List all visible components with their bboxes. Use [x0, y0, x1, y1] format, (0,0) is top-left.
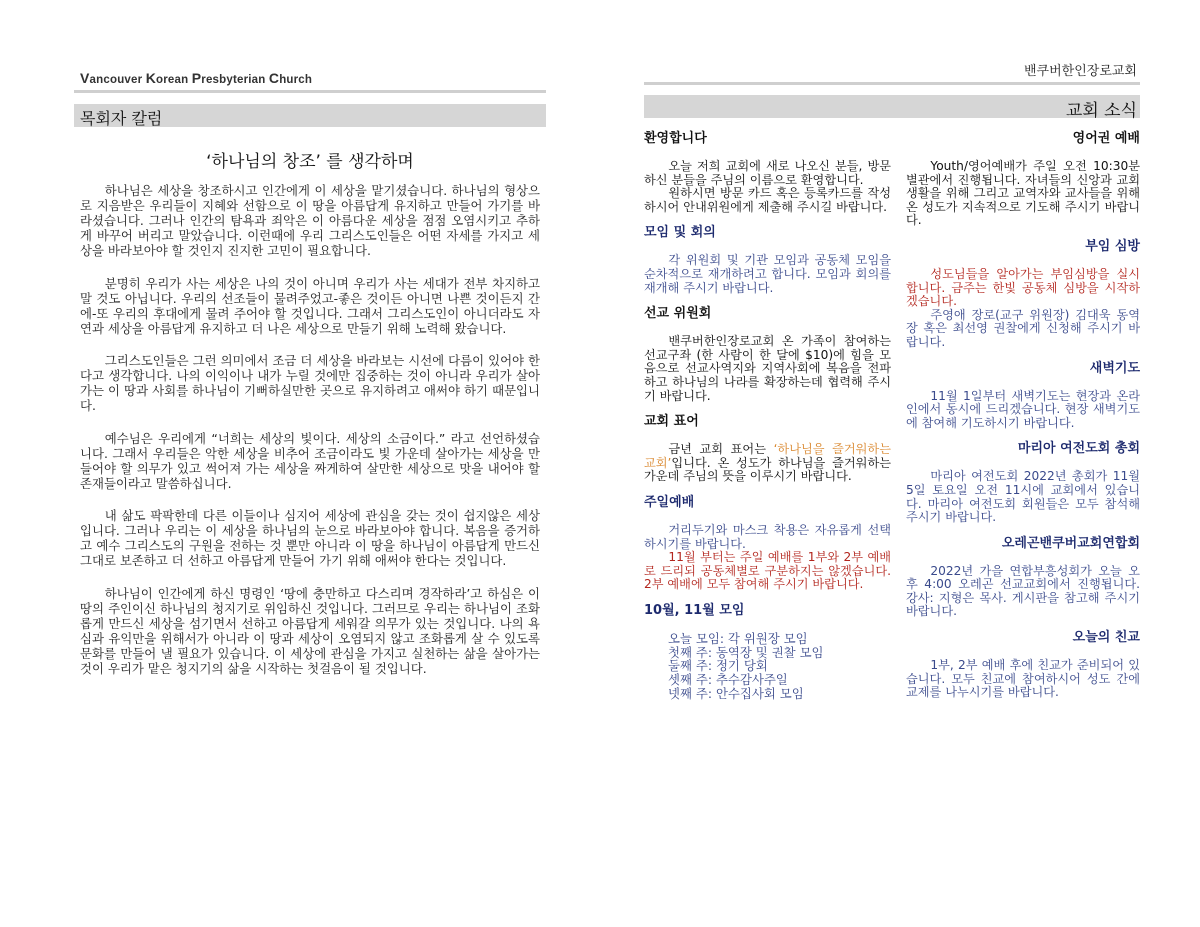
news-body: Youth/영어예배가 주일 오전 10:30분 별관에서 진행됩니다. 자녀들의 신앙과 교회생활을 위해 그리고 교역자와 교사들을 위해 온 성도가 지속적으로 기도해 주시기 바랍니다. — [906, 159, 1140, 228]
pastor-column-heading: 목회자 칼럼 — [80, 109, 163, 128]
news-fellowship — [906, 629, 1140, 700]
news-body-highlight: 11월 부터는 주일 예배를 1부와 2부 예배로 드리되 공동체별로 구분하지는 않겠습니다. 2부 예배에 모두 참여해 주시기 바랍니다. — [644, 550, 891, 592]
news-title: 환영합니다 — [644, 131, 707, 146]
news-body-highlight: 성도님들을 알아가는 부임심방을 실시합니다. 금주는 한빛 공동체 심방을 시작하겠습니다. — [906, 266, 1140, 309]
news-visits — [906, 238, 1140, 350]
article-paragraph: 내 삶도 팍팍한데 다른 이들이나 심지어 세상에 관심을 갖는 것이 쉽지않은 세상입니다. 그러나 우리는 이 세상을 하나님의 눈으로 바라보아야 합니다. 복음을 증거하고 예수 그리스도의 구원을 전하는 것 뿐만 아니라 이 땅을 하나님이 아름답게 만드신 그대로 보존하고 더 선하고 아름답게 만들어 가기 위해 애써야 한다는 것입니다. — [80, 508, 540, 568]
right-page — [600, 0, 1200, 927]
news-title: 선교 위원회 — [644, 306, 712, 322]
news-title: 새벽기도 — [1089, 360, 1140, 376]
church-name-english: Vancouver Korean Presbyterian Church — [80, 70, 313, 86]
news-title: 교회 표어 — [644, 414, 699, 430]
schedule-item: 둘째 주: 정기 당회 — [668, 658, 768, 674]
news-title: 영어권 예배 — [1072, 131, 1140, 146]
news-body — [644, 443, 891, 484]
news-title: 오레곤밴쿠버교회연합회 — [1001, 535, 1140, 551]
news-missions — [644, 305, 891, 403]
pastor-column-band — [74, 104, 546, 127]
news-column-right — [906, 130, 1140, 710]
article-paragraph: 예수님은 우리에게 “너희는 세상의 빛이다. 세상의 소금이다.” 라고 선언하셨습니다. 그래서 우리들은 악한 세상을 비추어 조금이라도 빛 가운데 살아가는 세상을 만들어야 할 의무가 있고 썩어져 가는 세상을 짜게하여 살만한 세상으로 맛을 내어야 할 존재들이라고 말씀하십니다. — [80, 430, 540, 491]
news-body: 11월 1일부터 새벽기도는 현장과 온라인에서 동시에 드리겠습니다. 현장 새벽기도에 참여해 기도하시기 바랍니다. — [906, 388, 1140, 430]
news-welcome — [644, 130, 891, 214]
schedule-item: 넷째 주: 안수집사회 모임 — [668, 686, 804, 702]
news-body: 거리두기와 마스크 착용은 자유롭게 선택하시기를 바랍니다. — [644, 522, 891, 551]
news-meetings — [644, 224, 891, 295]
news-column-left — [644, 130, 891, 711]
header-rule — [644, 82, 1140, 85]
church-news-heading: 교회 소식 — [1065, 101, 1137, 121]
news-schedule — [644, 602, 891, 701]
motto-post: 입니다. 온 성도가 하나님을 즐거워하는 가운데 주님의 뜻을 이루시기 바랍니다. — [644, 455, 891, 484]
news-body: 마리아 여전도회 2022년 총회가 11월 5일 토요일 오전 11시에 교회에서 있습니다. 마리아 여전도회 회원들은 모두 참석해 주시기 바랍니다. — [906, 469, 1140, 525]
schedule-item: 셋째 주: 추수감사주일 — [668, 672, 788, 688]
news-title: 부임 심방 — [1085, 238, 1140, 254]
header-rule — [74, 90, 546, 93]
motto-pre: 금년 교회 표어는 — [668, 442, 774, 457]
news-english-worship — [906, 130, 1140, 228]
news-body: 밴쿠버한인장로교회 온 가족이 참여하는 선교구좌 (한 사람이 한 달에 $10)에 힘을 모음으로 선교사역지와 지역사회에 복음을 전파하고 하나님의 나라를 확장하는데 협력해 주시기 바랍니다. — [644, 334, 891, 403]
article-paragraph: 분명히 우리가 사는 세상은 나의 것이 아니며 우리가 사는 세대가 전부 차지하고 말 것도 아닙니다. 우리의 선조들이 물려주었고-좋은 것이든 아니면 나쁜 것이든지 간에-또 우리의 후대에게 물려 주어야 할 것입니다. 그래서 그리스도인이 아니더라도 자연과 세상을 아름답게 유지하고 더 나은 세상으로 만들기 위해 노력해 왔습니다. — [80, 275, 540, 336]
news-body: 원하시면 방문 카드 혹은 등록카드를 작성하시어 안내위원에게 제출해 주시길 바랍니다. — [644, 186, 891, 214]
news-motto — [644, 413, 891, 484]
news-body: 1부, 2부 예배 후에 친교가 준비되어 있습니다. 모두 친교에 참여하시어 성도 간에 교제를 나누시기를 바랍니다. — [906, 658, 1140, 700]
news-title: 오늘의 친교 — [1072, 630, 1140, 646]
article-paragraph: 하나님이 인간에게 하신 명령인 ‘땅에 충만하고 다스리며 경작하라’고 하심은 이 땅의 주인이신 하나님의 청지기로 위임하신 것입니다. 그러므로 우리는 하나님이 조화롭게 만드신 세상을 섬기면서 선하고 아름답게 세워갈 의무가 있는 것입니다. 나의 욕심과 유익만을 위해서가 아니라 이 땅과 세상이 오염되지 않고 조화롭게 살 수 있도록 문화를 만들어 낼 필요가 있습니다. 이 세상에 관심을 가지고 실천하는 삶을 살아가는 것이 우리가 맡은 청지기의 삶을 시작하는 첫걸음이 될 것입니다. — [80, 585, 540, 676]
news-title: 모임 및 회의 — [644, 225, 716, 241]
news-body: 각 위원회 및 기관 모임과 공동체 모임을 순차적으로 재개하려고 합니다. 모임과 회의를 재개해 주시기 바랍니다. — [644, 253, 891, 295]
news-dawn-prayer — [906, 360, 1140, 431]
news-title: 마리아 여전도회 총회 — [1017, 441, 1140, 457]
schedule-list — [644, 632, 891, 701]
news-body: 주영애 장로(교구 위원장) 김대욱 동역장 혹은 최선영 권찰에게 신청해 주시기 바랍니다. — [906, 307, 1140, 349]
news-body: 오늘 저희 교회에 새로 나오신 분들, 방문하신 분들을 주님의 이름으로 환영합니다. — [644, 159, 891, 187]
news-title: 주일예배 — [644, 494, 695, 510]
news-sunday-worship — [644, 494, 891, 592]
news-title: 10월, 11월 모임 — [644, 602, 745, 618]
pastor-column-article — [80, 183, 540, 693]
column-title: ‘하나님의 창조’ 를 생각하며 — [206, 152, 414, 172]
church-news-band — [644, 95, 1140, 121]
article-paragraph: 그리스도인들은 그런 의미에서 조금 더 세상을 바라보는 시선에 다름이 있어야 한다고 생각합니다. 나의 이익이나 내가 누릴 것에만 집중하는 것이 아니라 우리가 살아가는 이 땅과 사회를 하나님이 기뻐하실만한 곳으로 유지하려고 애써야 하기 때문입니다. — [80, 353, 540, 413]
schedule-item: 오늘 모임: 각 위원장 모임 — [668, 630, 808, 646]
news-womens-assembly — [906, 440, 1140, 524]
news-church-union — [906, 535, 1140, 619]
news-body: 2022년 가을 연합부흥성회가 오늘 오후 4:00 오레곤 선교교회에서 진행됩니다. 강사: 지형은 목사. 게시판을 참고해 주시기 바랍니다. — [906, 563, 1140, 619]
article-paragraph: 하나님은 세상을 창조하시고 인간에게 이 세상을 맡기셨습니다. 하나님의 형상으로 지음받은 우리들이 지혜와 선함으로 이 땅을 아름답게 유지하고 만들어 가기를 바라셨습니다. 그러나 인간의 탐욕과 죄악은 이 아름다운 세상을 점점 오염시키고 추하게 바꾸어 버리고 말았습니다. 이런때에 우리 그리스도인들은 어떤 자세를 가지고 세상을 바라보아야 할 것인지 진지한 고민이 필요합니다. — [80, 183, 540, 258]
church-name-korean: 밴쿠버한인장로교회 — [1023, 64, 1137, 79]
schedule-item: 첫째 주: 동역장 및 권찰 모임 — [668, 644, 824, 660]
motto-highlight: ‘하나님을 즐거워하는 교회’ — [644, 442, 891, 470]
